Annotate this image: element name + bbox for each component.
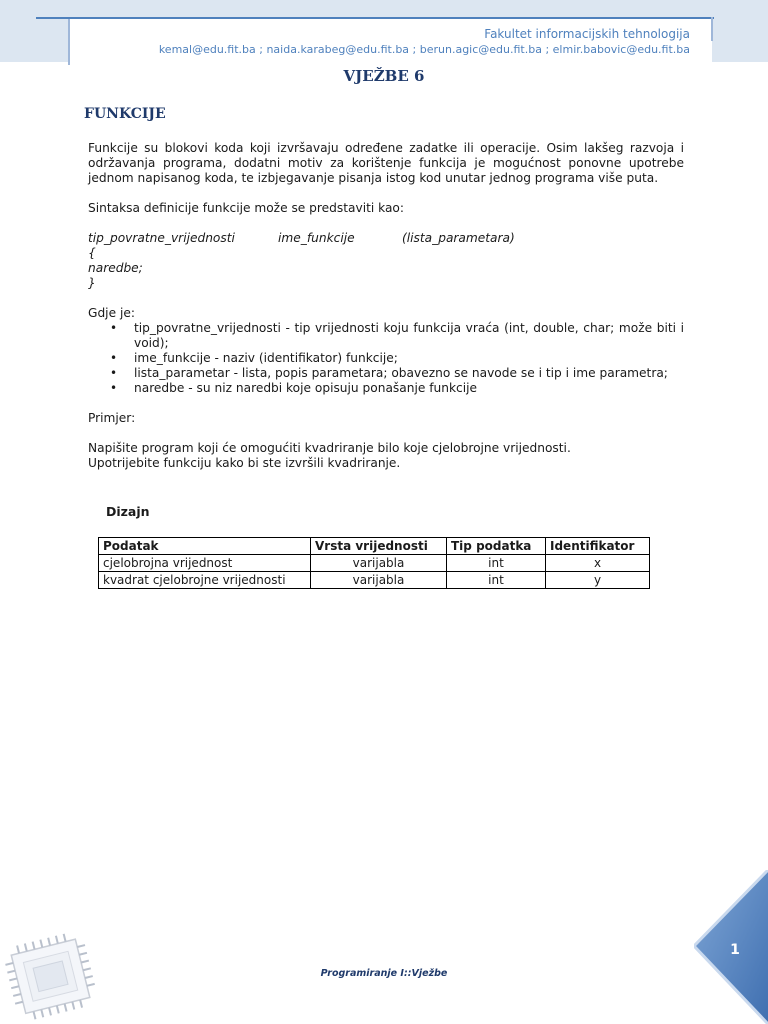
faculty-name: Fakultet informacijskih tehnologija [484, 27, 690, 41]
where-label: Gdje je: [88, 306, 135, 320]
syntax-return-type: tip_povratne_vrijednosti [88, 231, 235, 245]
page-title: VJEŽBE 6 [343, 67, 425, 85]
table-header-cell: Podatak [99, 538, 311, 555]
syntax-signature [88, 231, 684, 246]
header-rule [36, 17, 714, 19]
task-line: Upotrijebite funkciju kako bi ste izvršili kvadriranje. [88, 456, 401, 470]
syntax-close-brace: } [88, 276, 96, 290]
footer-text: Programiranje I::Vježbe [320, 968, 448, 979]
task-line: Napišite program koji će omogućiti kvadriranje bilo koje cjelobrojne vrijednosti. [88, 441, 571, 455]
section-title: FUNKCIJE [84, 106, 166, 122]
table-row [99, 555, 650, 572]
header-divider [711, 17, 713, 41]
intro-paragraph: Funkcije su blokovi koda koji izvršavaju određene zadatke ili operacije. Osim lakšeg razvoja i održavanja programa, dodatni motiv za korištenje funkcija je mogućnost ponovne upotrebe jednom napisanog koda, te izbjegavanje pisanja istog kod unutar jednog programa više puta. [88, 141, 684, 185]
page-number: 1 [730, 942, 740, 958]
definition-list [88, 321, 684, 396]
table-cell: x [546, 555, 650, 572]
table-cell: cjelobrojna vrijednost [99, 555, 311, 572]
list-item: • lista_parametar - lista, popis parametara; obavezno se navode se i tip i ime parametra; [134, 366, 684, 381]
example-label: Primjer: [88, 411, 136, 425]
table-cell: y [546, 572, 650, 589]
table-header-cell: Vrsta vrijednosti [311, 538, 447, 555]
table-header-cell: Tip podatka [447, 538, 546, 555]
table-row [99, 572, 650, 589]
syntax-body: naredbe; [88, 261, 143, 275]
table-cell: varijabla [311, 555, 447, 572]
header-card [68, 17, 712, 65]
table-header-cell: Identifikator [546, 538, 650, 555]
table-cell: int [447, 572, 546, 589]
design-table [98, 537, 650, 589]
syntax-open-brace: { [88, 246, 96, 260]
table-cell: int [447, 555, 546, 572]
table-header-row [99, 538, 650, 555]
list-item: • ime_funkcije - naziv (identifikator) funkcije; [134, 351, 684, 366]
list-item: • tip_povratne_vrijednosti - tip vrijednosti koju funkcija vraća (int, double, char; može biti i void); [134, 321, 684, 351]
table-cell: varijabla [311, 572, 447, 589]
syntax-params: (lista_parametara) [402, 231, 515, 245]
list-item: • naredbe - su niz naredbi koje opisuju ponašanje funkcije [134, 381, 684, 396]
design-label: Dizajn [106, 504, 150, 519]
contact-emails: kemal@edu.fit.ba ; naida.karabeg@edu.fit.ba ; berun.agic@edu.fit.ba ; elmir.babovic@edu.fit.ba [158, 43, 690, 56]
syntax-intro: Sintaksa definicije funkcije može se predstaviti kao: [88, 201, 404, 215]
document-body [88, 141, 684, 471]
syntax-function-name: ime_funkcije [278, 231, 355, 245]
table-cell: kvadrat cjelobrojne vrijednosti [99, 572, 311, 589]
